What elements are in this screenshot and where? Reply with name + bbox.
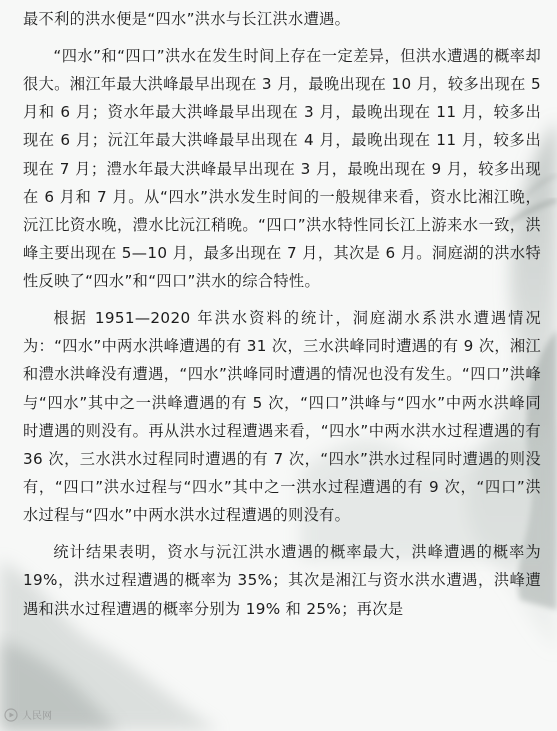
article-body <box>23 5 541 631</box>
paragraph-3: 根据 1951—2020 年洪水资料的统计，洞庭湖水系洪水遭遇情况为：“四水”中两水洪峰遭遇的有 31 次，三水洪峰同时遭遇的有 9 次，湘江和澧水洪峰没有遭遇，“四水”洪峰同时遭遇的情况也没有发生。“四口”洪峰与“四水”其中之一洪峰遭遇的有 5 次，“四口”洪峰与“四水”中两水洪峰同时遭遇的则没有。再从洪水过程遭遇来看，“四水”中两水洪水过程遭遇的有 36 次，三水洪水过程同时遭遇的有 7 次，“四水”洪水过程同时遭遇的则没有，“四口”洪水过程与“四水”其中之一洪水过程遭遇的有 9 次，“四口”洪水过程与“四水”中两水洪水过程遭遇的则没有。 <box>23 309 541 525</box>
paragraph-4: 统计结果表明，资水与沅江洪水遭遇的概率最大，洪峰遭遇的概率为 19%，洪水过程遭遇的概率为 35%；其次是湘江与资水洪水遭遇，洪峰遭遇和洪水过程遭遇的概率分别为 19% 和 25%；再次是 <box>23 543 541 618</box>
watermark <box>4 707 52 722</box>
watermark-text: 人民网 <box>22 711 52 722</box>
paragraph-2: “四水”和“四口”洪水在发生时间上存在一定差异，但洪水遭遇的概率却很大。湘江年最大洪峰最早出现在 3 月，最晚出现在 10 月，较多出现在 5 月和 6 月；资水年最大洪峰最早出现在 3 月，最晚出现在 11 月，较多出现在 6 月；沅江年最大洪峰最早出现在 4 月，最晚出现在 11 月，较多出现在 7 月；澧水年最大洪峰最早出现在 3 月，最晚出现在 9 月，较多出现在 6 月和 7 月。从“四水”洪水发生时间的一般规律来看，资水比湘江晚，沅江比资水晚，澧水比沅江稍晚。“四口”洪水特性同长江上游来水一致，洪峰主要出现在 5—10 月，最多出现在 7 月，其次是 6 月。洞庭湖的洪水特性反映了“四水”和“四口”洪水的综合特性。 <box>23 46 541 291</box>
paragraph-1: 最不利的洪水便是“四水”洪水与长江洪水遭遇。 <box>23 10 351 28</box>
play-circle-icon <box>4 708 18 722</box>
